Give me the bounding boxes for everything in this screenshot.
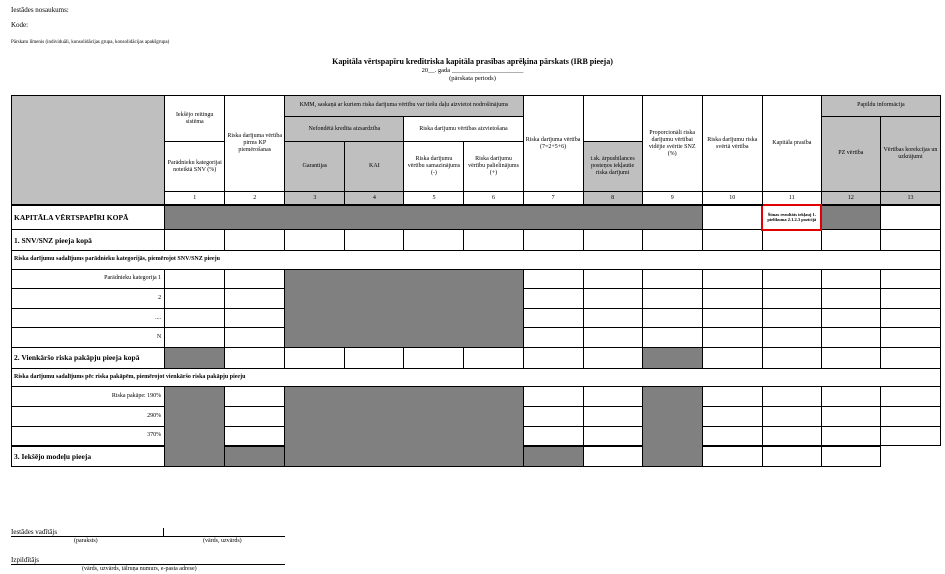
- col-num: 4: [345, 192, 404, 205]
- total-capital-note[interactable]: Šūnas rezultāts iekļauj 1. pielikuma 2.1.2.3 pozīcijā: [762, 205, 821, 230]
- head-signature-line: [11, 536, 285, 537]
- cell-input[interactable]: [165, 269, 225, 289]
- cell-input[interactable]: [702, 406, 762, 426]
- cell-input[interactable]: [762, 348, 821, 369]
- h-crm-group: KMM, saskaņā ar kuriem riska darījuma vērtību var tiešu daļu aizvietot nodrošinājums: [285, 96, 523, 117]
- cell-input[interactable]: [821, 308, 880, 328]
- signature-divider: [163, 528, 164, 536]
- cell-input[interactable]: [702, 446, 762, 467]
- signature-caption: (paraksts): [74, 538, 98, 544]
- h-value-adj: Vērtības korekcijas un uzkrājumi: [880, 116, 940, 191]
- col-num: 11: [762, 192, 821, 205]
- cell-input[interactable]: [523, 328, 583, 348]
- cell-input[interactable]: [583, 230, 642, 251]
- header-row-1: [12, 96, 941, 117]
- cell-input[interactable]: [762, 289, 821, 309]
- cell-input[interactable]: [225, 269, 285, 289]
- row-label-obligor-2: 2: [12, 289, 165, 309]
- col-num: 13: [880, 192, 940, 205]
- cell-input[interactable]: [285, 230, 345, 251]
- cell-input[interactable]: [583, 269, 642, 289]
- row-simple-rw-breakdown: [12, 368, 941, 387]
- cell-input[interactable]: [821, 269, 880, 289]
- section-label-simple-rw: Riska darījumu sadalījums pēc riska pakāpēm, piemērojot vienkāršo riska pakāpju pieeju: [12, 368, 941, 387]
- cell-input[interactable]: [583, 406, 642, 426]
- row-label-obligor-1: Parādnieku kategorija 1: [12, 269, 165, 289]
- row-label-obligor-n: N: [12, 328, 165, 348]
- cell-input[interactable]: [762, 426, 821, 446]
- preparer-line: [11, 564, 285, 565]
- report-title: Kapitāla vērtspapīru kredītriska kapitāla prasības aprēķina pārskats (IRB pieeja): [332, 57, 613, 66]
- cell-input[interactable]: [464, 348, 523, 369]
- cell-input[interactable]: [225, 308, 285, 328]
- head-label: Iestādes vadītājs: [11, 528, 58, 536]
- col-num: 12: [821, 192, 880, 205]
- cell-input[interactable]: [345, 230, 404, 251]
- h-pz-value: PZ vērtība: [821, 116, 880, 191]
- period-caption: (pārskata periods): [449, 75, 496, 82]
- h-unfunded: Nefondētā kredīta aizsardzība: [285, 116, 404, 142]
- cell-input[interactable]: [404, 230, 464, 251]
- cell-input[interactable]: [225, 230, 285, 251]
- cell-input[interactable]: [464, 230, 523, 251]
- col-num: 9: [642, 192, 702, 205]
- h-outflows: Riska darījumu vērtību samazinājums (-): [404, 142, 464, 192]
- cell-input[interactable]: [702, 230, 762, 251]
- col-num: 3: [285, 192, 345, 205]
- cell-input[interactable]: [821, 230, 880, 251]
- cell-input[interactable]: [225, 426, 285, 446]
- cell-input[interactable]: [762, 269, 821, 289]
- cell-input[interactable]: [702, 308, 762, 328]
- h-capital-req: Kapitāla prasība: [762, 96, 821, 192]
- row-label-obligor-dots: ....: [12, 308, 165, 328]
- row-label-pd-lgd: 1. SNV/SNZ pieeja kopā: [12, 230, 165, 251]
- h-rwa: Riska darījumu riska svērtā vērtība: [702, 96, 762, 192]
- section-label-pd-lgd: Riska darījumu sadalījums parādnieku kategorijās, piemērojot SNV/SNZ pieeju: [12, 250, 941, 269]
- cell-input[interactable]: [225, 387, 285, 407]
- name-caption: (vārds, uzvārds): [203, 538, 242, 544]
- cell-input[interactable]: [880, 205, 940, 230]
- cell-input[interactable]: [702, 348, 762, 369]
- cell-input[interactable]: [821, 406, 880, 426]
- col-num: 7: [523, 192, 583, 205]
- row-rw-190: [12, 387, 941, 407]
- cell-input[interactable]: [345, 348, 404, 369]
- row-label-internal-models: 3. Iekšējo modeļu pieeja: [12, 446, 165, 467]
- preparer-caption: (vārds, uzvārds, tālruņa numurs, e-pasta adrese): [82, 566, 197, 572]
- h-guarantees: Garantijas: [285, 142, 345, 192]
- row-label-simple-rw: 2. Vienkāršo riska pakāpju pieeja kopā: [12, 348, 165, 369]
- cell-input[interactable]: [702, 387, 762, 407]
- row-obligor-1: [12, 269, 941, 289]
- cell-input[interactable]: [523, 348, 583, 369]
- h-exposure-before-crm: Riska darījuma vērtība pirms KP piemērošanas: [225, 96, 285, 192]
- col-num: 10: [702, 192, 762, 205]
- greyed-block: [165, 387, 225, 467]
- greyed-cell: [821, 205, 880, 230]
- cell-input[interactable]: [523, 269, 583, 289]
- cell-input[interactable]: [821, 289, 880, 309]
- h-proportional-lgd: Proporcionāli riska darījumu vērtībai vidējie svērtie SNZ (%): [642, 96, 702, 192]
- cell-input[interactable]: [165, 308, 225, 328]
- row-label-rw-370: 370%: [12, 426, 165, 446]
- cell-input[interactable]: [821, 328, 880, 348]
- cell-input[interactable]: [762, 406, 821, 426]
- cell-input[interactable]: [225, 328, 285, 348]
- cell-input[interactable]: [880, 426, 940, 446]
- cell-input[interactable]: [523, 289, 583, 309]
- cell-input[interactable]: [642, 230, 702, 251]
- cell-input[interactable]: [702, 426, 762, 446]
- h-obligor-pd: Parādnieku kategorijai noteiktā SNV (%): [165, 142, 225, 192]
- cell-input[interactable]: [880, 308, 940, 328]
- col-num: 8: [583, 192, 642, 205]
- greyed-block: [285, 387, 523, 467]
- cell-input[interactable]: [583, 446, 642, 467]
- h-internal-rating: Iekšējo reitingu sistēma: [165, 96, 225, 142]
- row-pd-lgd-breakdown: [12, 250, 941, 269]
- cell-input[interactable]: [642, 308, 702, 328]
- cell-input[interactable]: [880, 348, 940, 369]
- h-empty-8: [583, 96, 642, 142]
- cell-input[interactable]: [702, 289, 762, 309]
- cell-input[interactable]: [762, 328, 821, 348]
- cell-input[interactable]: [225, 348, 285, 369]
- cell-input[interactable]: [523, 406, 583, 426]
- period-line: 20__. gada ______________________: [421, 67, 524, 74]
- col-num: 1: [165, 192, 225, 205]
- cell-input[interactable]: [642, 328, 702, 348]
- greyed-block: [642, 387, 702, 467]
- cell-input[interactable]: [821, 446, 880, 467]
- cell-input[interactable]: [583, 387, 642, 407]
- cell-input[interactable]: [702, 205, 762, 230]
- cell-input[interactable]: [821, 348, 880, 369]
- row-label-total: KAPITĀLA VĒRTSPAPĪRI KOPĀ: [12, 205, 165, 230]
- preparer-label: Izpildītājs: [11, 556, 39, 564]
- cell-input[interactable]: [165, 328, 225, 348]
- cell-input[interactable]: [702, 269, 762, 289]
- cell-input[interactable]: [821, 387, 880, 407]
- cell-input[interactable]: [762, 308, 821, 328]
- cell-input[interactable]: [642, 289, 702, 309]
- cell-input[interactable]: [165, 289, 225, 309]
- cell-input[interactable]: [404, 348, 464, 369]
- greyed-cells: [165, 205, 703, 230]
- cell-input[interactable]: [702, 328, 762, 348]
- cell-input[interactable]: [583, 426, 642, 446]
- report-table: [11, 95, 941, 467]
- h-substitution: Riska darījumu vērtības aizvietošana: [404, 116, 523, 142]
- h-inflows: Riska darījumu vērtību palielinājums (+): [464, 142, 523, 192]
- col-num: 2: [225, 192, 285, 205]
- cell-input[interactable]: [225, 289, 285, 309]
- cell-input[interactable]: [880, 387, 940, 407]
- col-num: 6: [464, 192, 523, 205]
- cell-input[interactable]: [880, 328, 940, 348]
- row-total: [12, 205, 941, 230]
- cell-input[interactable]: [762, 230, 821, 251]
- h-off-balance: t.sk. ārpusbilances posteņos iekļautie riska darījumi: [583, 142, 642, 192]
- h-kai: KAI: [345, 142, 404, 192]
- greyed-cell: [225, 446, 285, 467]
- row-simple-rw-total: [12, 348, 941, 369]
- h-memo: Papildu informācija: [821, 96, 940, 117]
- cell-input[interactable]: [642, 269, 702, 289]
- cell-input[interactable]: [285, 348, 345, 369]
- cell-input[interactable]: [225, 406, 285, 426]
- cell-input[interactable]: [523, 308, 583, 328]
- row-label-rw-190: Riska pakāpe: 190%: [12, 387, 165, 407]
- cell-input[interactable]: [880, 406, 940, 426]
- cell-input[interactable]: [583, 289, 642, 309]
- cell-input[interactable]: [523, 426, 583, 446]
- greyed-cell: [523, 446, 583, 467]
- cell-input[interactable]: [762, 387, 821, 407]
- cell-input[interactable]: [762, 446, 821, 467]
- greyed-cell: [642, 348, 702, 369]
- cell-input[interactable]: [583, 308, 642, 328]
- cell-input[interactable]: [523, 387, 583, 407]
- cell-input[interactable]: [523, 230, 583, 251]
- row-pd-lgd-total: [12, 230, 941, 251]
- cell-input[interactable]: [165, 230, 225, 251]
- institution-name-label: Iestādes nosaukums:: [11, 6, 69, 14]
- cell-input[interactable]: [583, 328, 642, 348]
- report-type-label: Pārskatu līmenis (individuāli, konsolidācijas grupa, konsolidācijas apakšgrupa): [11, 40, 170, 45]
- cell-input[interactable]: [880, 289, 940, 309]
- col-num: 5: [404, 192, 464, 205]
- cell-input[interactable]: [583, 348, 642, 369]
- row-label-rw-290: 290%: [12, 406, 165, 426]
- code-label: Kode:: [11, 21, 29, 29]
- cell-input[interactable]: [880, 230, 940, 251]
- h-exposure-value: Riska darījuma vērtība (7=2+5+6): [523, 96, 583, 192]
- corner-cell: [12, 96, 165, 206]
- cell-input[interactable]: [821, 426, 880, 446]
- greyed-cell: [165, 348, 225, 369]
- greyed-block: [285, 269, 523, 348]
- cell-input[interactable]: [880, 269, 940, 289]
